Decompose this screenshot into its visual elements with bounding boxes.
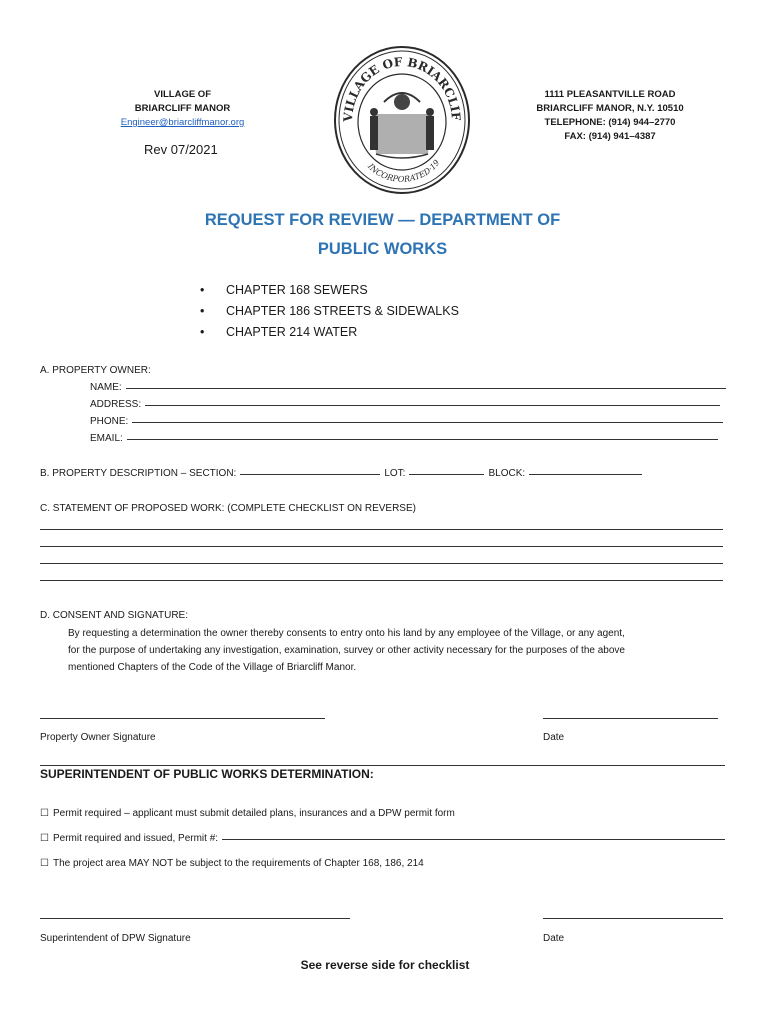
superintendent-signature-line[interactable] <box>40 918 350 919</box>
work-statement-line[interactable] <box>40 580 723 581</box>
village-name-block <box>95 88 270 130</box>
fax: FAX: (914) 941–4387 <box>564 131 656 142</box>
owner-date-label: Date <box>543 732 565 743</box>
block-input-line[interactable] <box>529 465 642 475</box>
checkbox[interactable]: ☐ <box>40 858 49 869</box>
section-c-heading: C. STATEMENT OF PROPOSED WORK: (COMPLETE CHECKLIST ON REVERSE) <box>40 503 416 514</box>
determination-heading: SUPERINTENDENT OF PUBLIC WORKS DETERMINATION: <box>40 767 374 781</box>
checkbox[interactable]: ☐ <box>40 833 49 844</box>
lot-input-line[interactable] <box>409 465 484 475</box>
permit-number-line[interactable] <box>222 830 725 840</box>
village-line1: VILLAGE OF <box>154 89 211 100</box>
email-input-line[interactable] <box>127 430 718 440</box>
name-input-line[interactable] <box>126 379 726 389</box>
list-item: • CHAPTER 214 WATER <box>200 322 459 343</box>
consent-text <box>68 625 728 676</box>
bullet-icon: • <box>200 325 205 339</box>
owner-signature-label: Property Owner Signature <box>40 732 156 743</box>
address-input-line[interactable] <box>145 396 720 406</box>
name-label: NAME: <box>90 382 122 393</box>
option-label: Permit required and issued, Permit #: <box>52 833 219 844</box>
list-item: • CHAPTER 186 STREETS & SIDEWALKS <box>200 301 459 322</box>
owner-signature-line[interactable] <box>40 718 325 719</box>
title-line1: REQUEST FOR REVIEW — DEPARTMENT OF <box>204 211 561 229</box>
form-title <box>120 206 645 264</box>
svg-text:VILLAGE OF BRIARCLIFF MANOR·N. <box>332 44 463 123</box>
consent-line: mentioned Chapters of the Code of the Village of Briarcliff Manor. <box>68 662 357 673</box>
village-seal <box>332 44 472 196</box>
option-label: Permit required – applicant must submit detailed plans, insurances and a DPW permit form <box>52 808 455 819</box>
bullet-icon: • <box>200 304 205 318</box>
reverse-side-note: See reverse side for checklist <box>300 958 470 972</box>
list-item: • CHAPTER 168 SEWERS <box>200 280 459 301</box>
phone-input-line[interactable] <box>132 413 723 423</box>
divider <box>40 765 725 766</box>
consent-line: By requesting a determination the owner thereby consents to entry onto his land by any employee of the Village, or any agent, <box>68 628 625 639</box>
engineer-email-link[interactable]: Engineer@briarcliffmanor.org <box>120 117 245 128</box>
address-street: 1111 PLEASANTVILLE ROAD <box>544 89 676 100</box>
phone-field-row <box>90 413 723 430</box>
option-row <box>40 855 424 872</box>
superintendent-date-label: Date <box>543 933 565 944</box>
section-b-heading: B. PROPERTY DESCRIPTION – SECTION: <box>40 468 237 479</box>
section-b-row <box>40 465 645 482</box>
lot-label: LOT: <box>384 468 406 479</box>
revision-label: Rev 07/2021 <box>144 142 218 157</box>
section-a-heading: A. PROPERTY OWNER: <box>40 365 151 376</box>
work-statement-line[interactable] <box>40 529 723 530</box>
address-city: BRIARCLIFF MANOR, N.Y. 10510 <box>536 103 684 114</box>
section-d-heading: D. CONSENT AND SIGNATURE: <box>40 610 188 621</box>
email-label: EMAIL: <box>90 433 123 444</box>
village-address-block <box>520 88 700 144</box>
section-input-line[interactable] <box>240 465 380 475</box>
checkbox[interactable]: ☐ <box>40 808 49 819</box>
option-row <box>40 830 725 847</box>
work-statement-line[interactable] <box>40 563 723 564</box>
phone-label: PHONE: <box>90 416 129 427</box>
name-field-row <box>90 379 726 396</box>
seal-top-text: VILLAGE OF BRIARCLIF <box>340 54 464 123</box>
option-row <box>40 805 455 822</box>
seal-bottom-text: INCORPORATED·19 <box>366 158 442 184</box>
address-label: ADDRESS: <box>90 399 142 410</box>
consent-line: for the purpose of undertaking any investigation, examination, survey or other activity necessary for the purposes of the above <box>68 645 625 656</box>
telephone: TELEPHONE: (914) 944–2770 <box>544 117 676 128</box>
title-line2: PUBLIC WORKS <box>317 240 448 258</box>
chapter-list <box>200 280 459 343</box>
owner-date-line[interactable] <box>543 718 718 719</box>
superintendent-signature-label: Superintendent of DPW Signature <box>40 933 191 944</box>
address-field-row <box>90 396 720 413</box>
village-line2: BRIARCLIFF MANOR <box>134 103 231 114</box>
option-label: The project area MAY NOT be subject to the requirements of Chapter 168, 186, 214 <box>52 858 424 869</box>
superintendent-date-line[interactable] <box>543 918 723 919</box>
email-field-row <box>90 430 718 447</box>
bullet-icon: • <box>200 283 205 297</box>
block-label: BLOCK: <box>488 468 526 479</box>
work-statement-line[interactable] <box>40 546 723 547</box>
